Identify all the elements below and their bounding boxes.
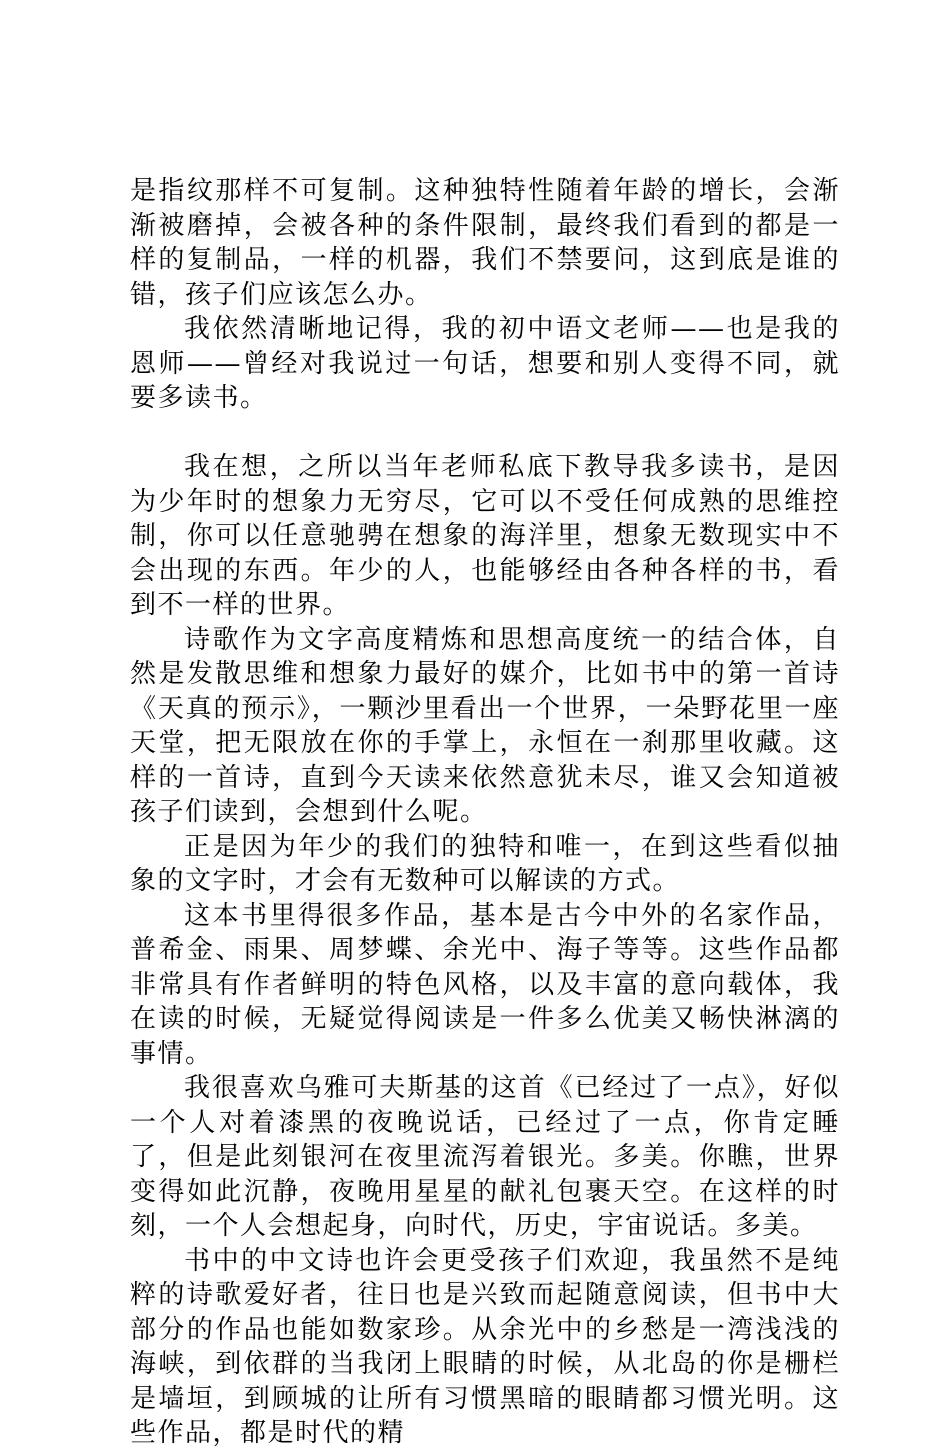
- paragraph-poetry-medium: 诗歌作为文字高度精炼和思想高度统一的结合体，自然是发散思维和想象力最好的媒介，比如书中的第一首诗《天真的预示》，一颗沙里看出一个世界，一朵野花里一座天堂，把无限放在你的手掌上，永恒在一刹那里收藏。这样的一首诗，直到今天读来依然意犹未尽，谁又会知道被孩子们读到，会想到什么呢。: [130, 624, 840, 827]
- paragraph-continued: 是指纹那样不可复制。这种独特性随着年龄的增长，会渐渐被磨掉，会被各种的条件限制，最终我们看到的都是一样的复制品，一样的机器，我们不禁要问，这到底是谁的错，孩子们应该怎么办。: [130, 176, 840, 310]
- article-body: [130, 174, 840, 1451]
- paragraph-teacher-quote: 我依然清晰地记得，我的初中语文老师——也是我的恩师——曾经对我说过一句话，想要和别人变得不同，就要多读书。: [130, 314, 840, 413]
- paragraph-chinese-poems: 书中的中文诗也许会更受孩子们欢迎，我虽然不是纯粹的诗歌爱好者，往日也是兴致而起随意阅读，但书中大部分的作品也能如数家珍。从余光中的乡愁是一湾浅浅的海峡，到依群的当我闭上眼睛的时候，从北岛的你是栅栏是墙垣，到顾城的让所有习惯黑暗的眼睛都习惯光明。这些作品，都是时代的精: [130, 1245, 840, 1448]
- paragraph-spacer: [130, 416, 840, 451]
- paragraph-imagination: 我在想，之所以当年老师私底下教导我多读书，是因为少年时的想象力无穷尽，它可以不受任何成熟的思维控制，你可以任意驰骋在想象的海洋里，想象无数现实中不会出现的东西。年少的人，也能够经由各种各样的书，看到不一样的世界。: [130, 452, 840, 620]
- paragraph-interpretation: 正是因为年少的我们的独特和唯一，在到这些看似抽象的文字时，才会有无数种可以解读的方式。: [130, 831, 840, 896]
- paragraph-mayakovsky: 我很喜欢乌雅可夫斯基的这首《已经过了一点》，好似一个人对着漆黑的夜晚说话，已经过了一点，你肯定睡了，但是此刻银河在夜里流泻着银光。多美。你瞧，世界变得如此沉静，夜晚用星星的献礼包裹天空。在这样的时刻，一个人会想起身，向时代，历史，宇宙说话。多美。: [130, 1073, 840, 1241]
- paragraph-famous-works: 这本书里得很多作品，基本是古今中外的名家作品，普希金、雨果、周梦蝶、余光中、海子等等。这些作品都非常具有作者鲜明的特色风格，以及丰富的意向载体，我在读的时候，无疑觉得阅读是一件多么优美又畅快淋漓的事情。: [130, 900, 840, 1069]
